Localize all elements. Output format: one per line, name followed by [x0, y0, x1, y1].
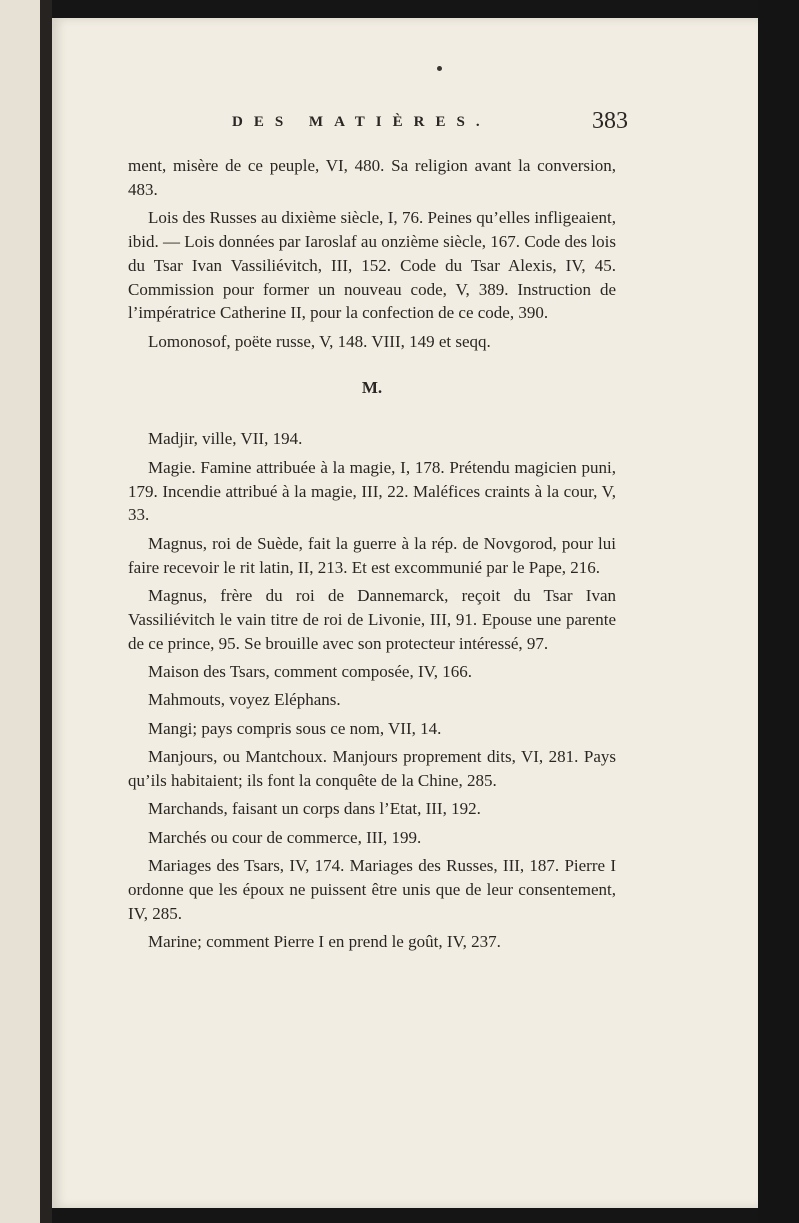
index-text [128, 154, 616, 958]
index-entry: Magnus, roi de Suède, fait la guerre à la rép. de Novgorod, pour lui faire recevoir le rit latin, II, 213. Et est excommunié par le Pape, 216. [128, 533, 616, 577]
index-entry: Manjours, ou Mantchoux. Manjours proprement dits, VI, 281. Pays qu’ils habitaient; ils font la conquête de la Chine, 285. [128, 747, 616, 790]
index-entry: Magnus, frère du roi de Dannemarck, reçoit du Tsar Ivan Vassiliévitch le vain titre de roi de Livonie, III, 91. Epouse une parente de ce prince, 95. Se brouille avec son protecteur intéressé, 97. [128, 585, 616, 653]
index-entry: Magie. Famine attribuée à la magie, I, 178. Prétendu magicien puni, 179. Incendie attribué à la magie, III, 22. Maléfices craints à la cour, V, 33. [128, 457, 616, 525]
left-page-edge [0, 0, 41, 1223]
index-entry: Marchands, faisant un corps dans l’Etat, III, 192. [148, 799, 481, 819]
index-entry: Marchés ou cour de commerce, III, 199. [148, 827, 422, 847]
page-number: 383 [592, 108, 628, 134]
index-entry: Marine; comment Pierre I en prend le goût, IV, 237. [148, 932, 501, 952]
index-entry: Mariages des Tsars, IV, 174. Mariages des Russes, III, 187. Pierre I ordonne que les époux ne puissent être unis que de leur consentement, IV, 285. [128, 856, 616, 923]
index-entry: ment, misère de ce peuple, VI, 480. Sa religion avant la conversion, 483. [128, 156, 616, 199]
index-entry: Mahmouts, voyez Eléphans. [148, 690, 341, 710]
ink-speck [437, 66, 442, 71]
page-header [232, 108, 628, 142]
running-title: DES MATIÈRES. [232, 114, 491, 130]
index-entry: Maison des Tsars, comment composée, IV, 166. [148, 661, 472, 681]
index-entry: Mangi; pays compris sous ce nom, VII, 14. [148, 718, 442, 738]
index-entry: Madjir, ville, VII, 194. [148, 429, 303, 449]
index-entry: Lomonosof, poëte russe, V, 148. VIII, 149 et seqq. [148, 331, 491, 351]
index-entry: Lois des Russes au dixième siècle, I, 76. Peines qu’elles infligeaient, ibid. — Lois données par Iaroslaf au onzième siècle, 167. Code des lois du Tsar Ivan Vassiliévitch, III, 152. Code du Tsar Alexis, IV, 45. Commission pour former un nouveau code, V, 389. Instruction de l’impératrice Catherine II, pour la confection de ce code, 390. [128, 208, 616, 323]
right-background [758, 0, 799, 1223]
book-gutter [40, 0, 52, 1223]
section-letter: M. [361, 377, 383, 397]
